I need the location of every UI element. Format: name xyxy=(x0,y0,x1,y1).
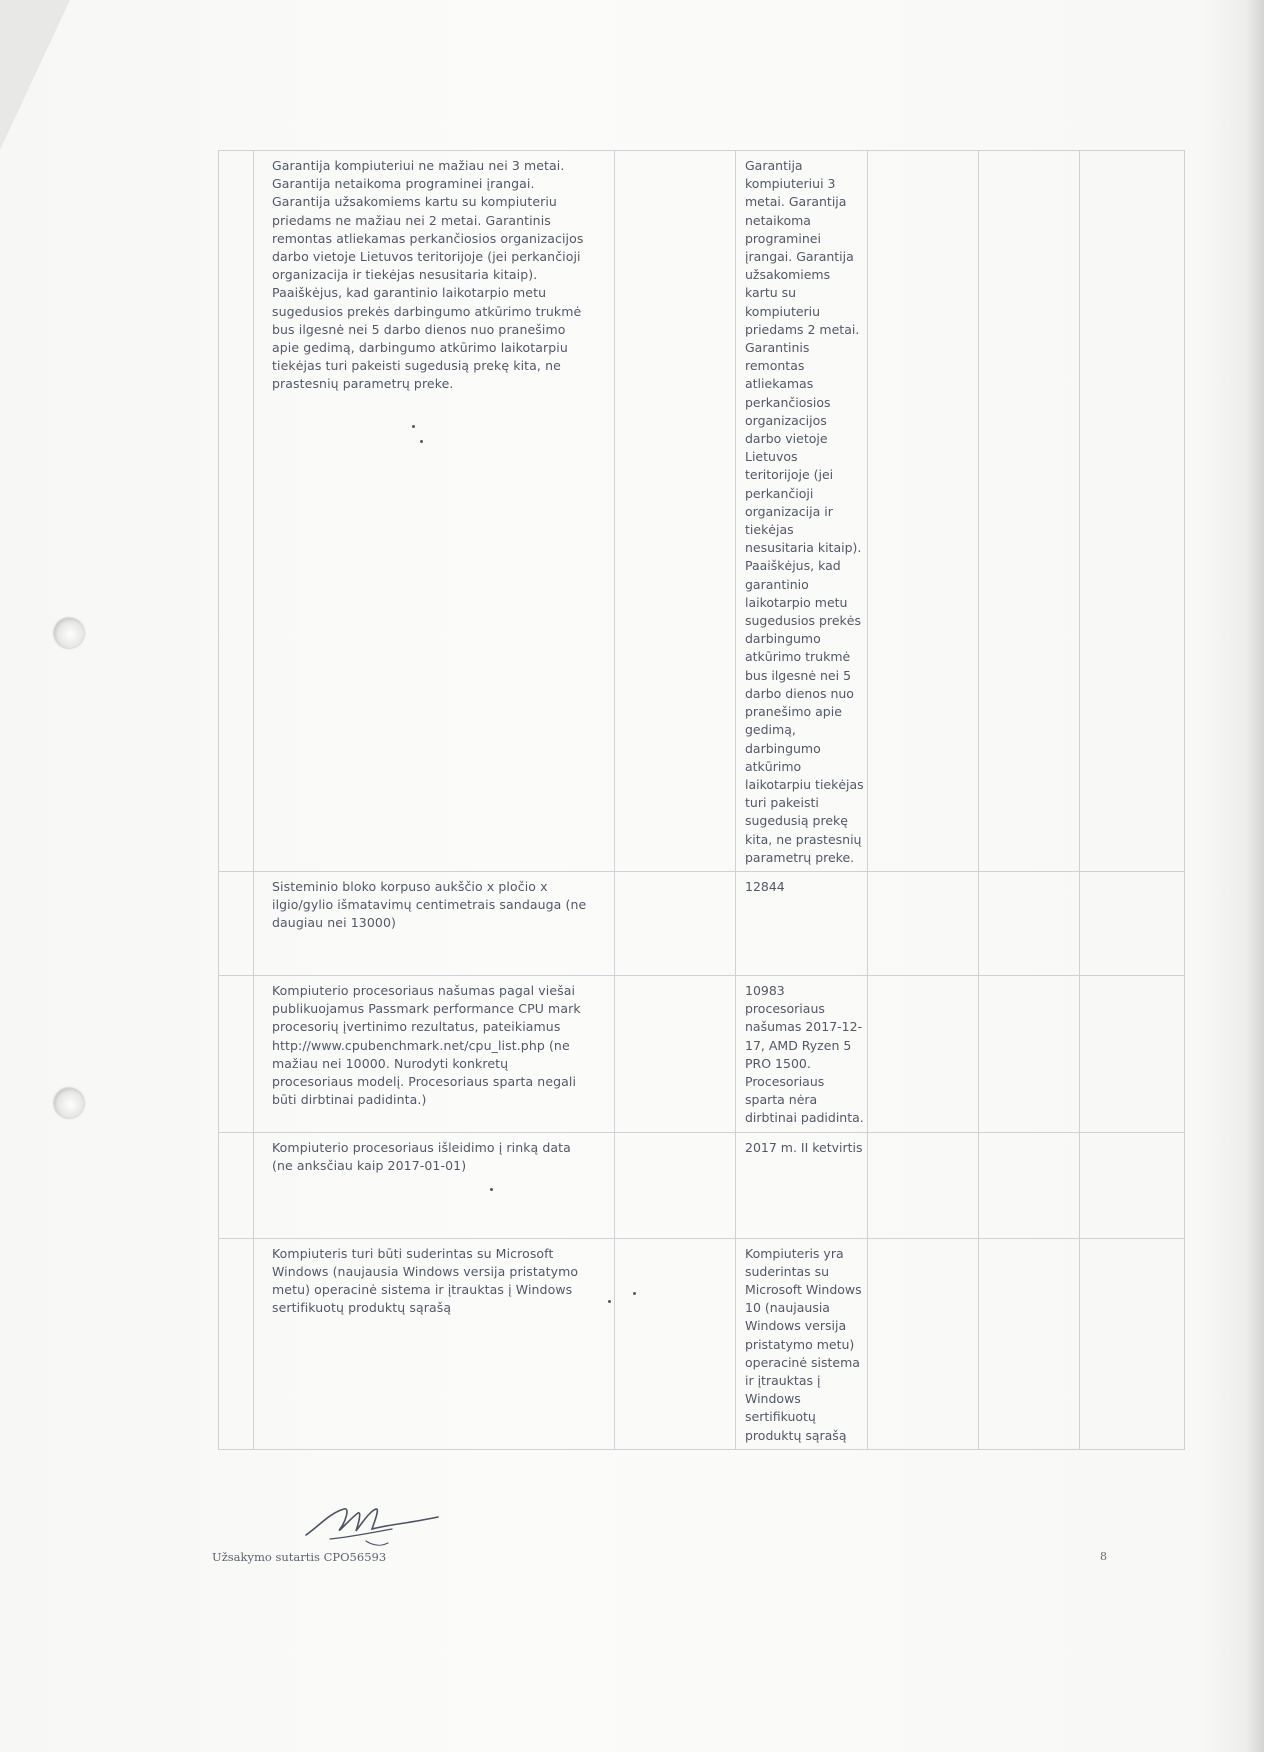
table-cell-blank xyxy=(1080,975,1185,1132)
footer-contract-number: Užsakymo sutartis CPO56593 xyxy=(212,1550,387,1564)
footer-page-number: 8 xyxy=(1100,1550,1107,1563)
offer-cell: Kompiuteris yra suderintas su Microsoft Windows 10 (naujausia Windows versija pristatymo metu) operacinė sistema ir įtrauktas į Windows sertifikuotų produktų sąrašą xyxy=(736,1238,868,1449)
table-cell-blank xyxy=(868,151,979,872)
requirement-cell: Kompiuterio procesoriaus išleidimo į rinką data (ne anksčiau kaip 2017-01-01) xyxy=(254,1132,615,1238)
requirement-cell: Kompiuterio procesoriaus našumas pagal viešai publikuojamus Passmark performance CPU mark procesorių įvertinimo rezultatus, pateikiamus http://www.cpubenchmark.net/cpu_list.php (ne mažiau nei 10000. Nurodyti konkretų procesoriaus modelį. Procesoriaus sparta negali būti dirbtinai padidinta.) xyxy=(254,975,615,1132)
table-cell-blank xyxy=(1080,1238,1185,1449)
specification-table xyxy=(218,150,1185,1450)
table-cell-blank xyxy=(219,151,254,872)
table-cell-blank xyxy=(1080,1132,1185,1238)
table-cell-blank xyxy=(868,1132,979,1238)
table-cell-blank xyxy=(219,871,254,975)
offer-cell: 10983 procesoriaus našumas 2017-12-17, AMD Ryzen 5 PRO 1500. Procesoriaus sparta nėra dirbtinai padidinta. xyxy=(736,975,868,1132)
table-cell-blank xyxy=(219,1132,254,1238)
table-cell-blank xyxy=(615,151,736,872)
punch-hole-bottom xyxy=(54,1088,84,1118)
table-cell-blank xyxy=(868,975,979,1132)
table-row xyxy=(219,1132,1185,1238)
table-cell-blank xyxy=(979,975,1080,1132)
offer-cell: 12844 xyxy=(736,871,868,975)
table-cell-blank xyxy=(615,871,736,975)
table-row xyxy=(219,871,1185,975)
punch-hole-top xyxy=(54,618,84,648)
requirement-cell: Kompiuteris turi būti suderintas su Microsoft Windows (naujausia Windows versija pristatymo metu) operacinė sistema ir įtrauktas į Windows sertifikuotų produktų sąrašą xyxy=(254,1238,615,1449)
table-row xyxy=(219,975,1185,1132)
scan-speck xyxy=(608,1300,611,1303)
scan-speck xyxy=(420,440,423,443)
table-cell-blank xyxy=(615,1238,736,1449)
table-cell-blank xyxy=(979,1238,1080,1449)
table-cell-blank xyxy=(219,975,254,1132)
requirement-cell: Garantija kompiuteriui ne mažiau nei 3 metai. Garantija netaikoma programinei įrangai. Garantija užsakomiems kartu su kompiuteriu priedams ne mažiau nei 2 metai. Garantinis remontas atliekamas perkančiosios organizacijos darbo vietoje Lietuvos teritorijoje (jei perkančioji organizacija ir tiekėjas nesusitaria kitaip). Paaiškėjus, kad garantinio laikotarpio metu sugedusios prekės darbingumo atkūrimo trukmė bus ilgesnė nei 5 darbo dienos nuo pranešimo apie gedimą, darbingumo atkūrimo laikotarpiu tiekėjas turi pakeisti sugedusią prekę kita, ne prastesnių parametrų preke. xyxy=(254,151,615,872)
offer-cell: Garantija kompiuteriui 3 metai. Garantija netaikoma programinei įrangai. Garantija užsakomiems kartu su kompiuteriu priedams 2 metai. Garantinis remontas atliekamas perkančiosios organizacijos darbo vietoje Lietuvos teritorijoje (jei perkančioji organizacija ir tiekėjas nesusitaria kitaip). Paaiškėjus, kad garantinio laikotarpio metu sugedusios prekės darbingumo atkūrimo trukmė bus ilgesnė nei 5 darbo dienos nuo pranešimo apie gedimą, darbingumo atkūrimo laikotarpiu tiekėjas turi pakeisti sugedusią prekę kita, ne prastesnių parametrų preke. xyxy=(736,151,868,872)
scan-speck xyxy=(633,1292,636,1295)
table-cell-blank xyxy=(615,1132,736,1238)
handwritten-signature xyxy=(300,1495,450,1555)
table-cell-blank xyxy=(868,1238,979,1449)
table-row xyxy=(219,151,1185,872)
table-cell-blank xyxy=(979,1132,1080,1238)
page-edge-shadow xyxy=(1246,0,1264,1752)
table-cell-blank xyxy=(615,975,736,1132)
scan-speck xyxy=(490,1188,493,1191)
table-cell-blank xyxy=(979,871,1080,975)
offer-cell: 2017 m. II ketvirtis xyxy=(736,1132,868,1238)
table-cell-blank xyxy=(868,871,979,975)
table-cell-blank xyxy=(1080,871,1185,975)
table-cell-blank xyxy=(219,1238,254,1449)
table-cell-blank xyxy=(979,151,1080,872)
table-row xyxy=(219,1238,1185,1449)
scan-speck xyxy=(412,425,415,428)
page-corner-fold xyxy=(0,0,70,150)
requirement-cell: Sisteminio bloko korpuso aukščio x pločio x ilgio/gylio išmatavimų centimetrais sandauga (ne daugiau nei 13000) xyxy=(254,871,615,975)
table-cell-blank xyxy=(1080,151,1185,872)
